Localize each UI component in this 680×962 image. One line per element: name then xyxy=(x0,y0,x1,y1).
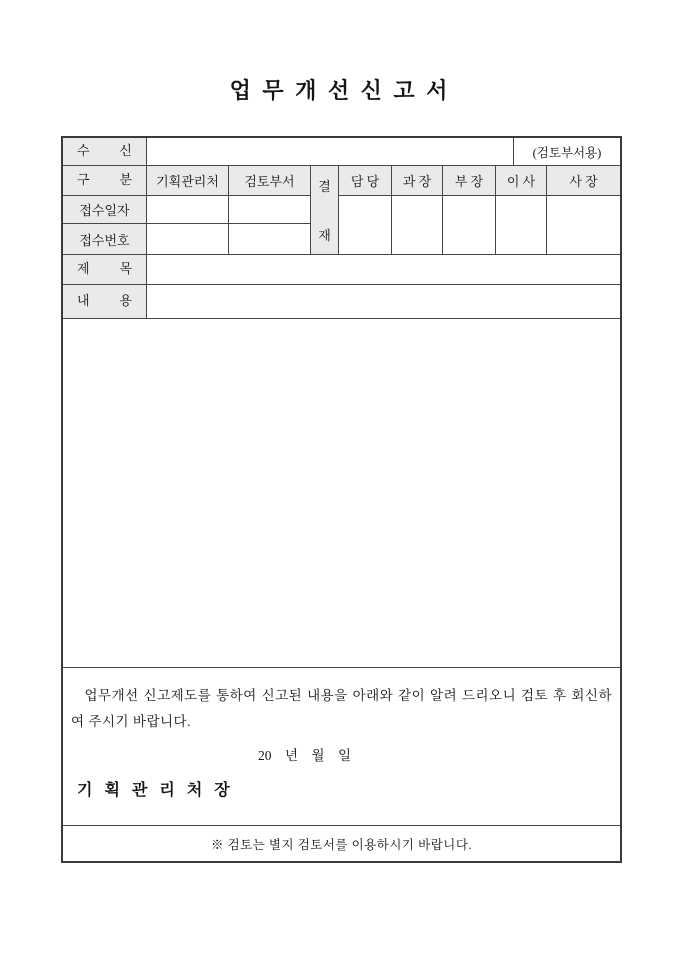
approval-grid xyxy=(63,166,620,255)
signature-cell-staff[interactable] xyxy=(339,196,392,254)
receipt-number-review-cell[interactable] xyxy=(229,224,311,254)
approver-header-president: 사 장 xyxy=(547,166,620,196)
subject-label: 제 목 xyxy=(63,255,147,284)
signature-cell-president[interactable] xyxy=(547,196,620,254)
receipt-date-review-cell[interactable] xyxy=(229,196,311,224)
content-row xyxy=(63,285,620,319)
subject-value-cell[interactable] xyxy=(147,255,620,284)
footer-note: ※ 검토는 별지 검토서를 이용하시기 바랍니다. xyxy=(210,837,473,852)
footer-note-row xyxy=(63,826,620,861)
approver-header-dept-head: 부 장 xyxy=(443,166,496,196)
document-title: 업 무 개 선 신 고 서 xyxy=(229,78,451,103)
reviewer-note-label: (검토부서용) xyxy=(532,145,602,160)
approval-stamp-column xyxy=(311,166,339,254)
approver-header-staff: 담 당 xyxy=(339,166,392,196)
notice-section xyxy=(63,668,620,826)
signer-title: 기 획 관 리 처 장 xyxy=(77,782,234,799)
planning-dept-header: 기획관리처 xyxy=(147,166,229,196)
recipient-value-cell[interactable] xyxy=(147,138,514,165)
subject-row xyxy=(63,255,620,285)
notice-paragraph: 업무개선 신고제도를 통하여 신고된 내용을 아래와 같이 알려 드리오니 검토 후 회신하여 주시기 바랍니다. xyxy=(71,688,612,729)
recipient-row xyxy=(63,138,620,166)
signature-cell-dept-head[interactable] xyxy=(443,196,496,254)
receipt-date-label: 접수일자 xyxy=(63,196,147,224)
review-dept-header: 검토부서 xyxy=(229,166,311,196)
signature-cell-director[interactable] xyxy=(496,196,547,254)
receipt-number-label: 접수번호 xyxy=(63,224,147,254)
category-label: 구 분 xyxy=(63,166,147,196)
receipt-number-planning-cell[interactable] xyxy=(147,224,229,254)
recipient-label: 수 신 xyxy=(63,138,147,165)
date-line: 20 년 월 일 xyxy=(257,748,352,763)
approver-header-section-chief: 과 장 xyxy=(392,166,443,196)
report-form-table xyxy=(61,136,622,863)
approval-label-bottom: 재 xyxy=(318,228,331,243)
approval-label-top: 결 xyxy=(318,179,331,194)
content-value-cell[interactable] xyxy=(147,285,620,318)
receipt-date-planning-cell[interactable] xyxy=(147,196,229,224)
content-label: 내 용 xyxy=(63,285,147,318)
approver-header-director: 이 사 xyxy=(496,166,547,196)
signature-cell-section-chief[interactable] xyxy=(392,196,443,254)
content-body-area[interactable] xyxy=(63,319,620,668)
